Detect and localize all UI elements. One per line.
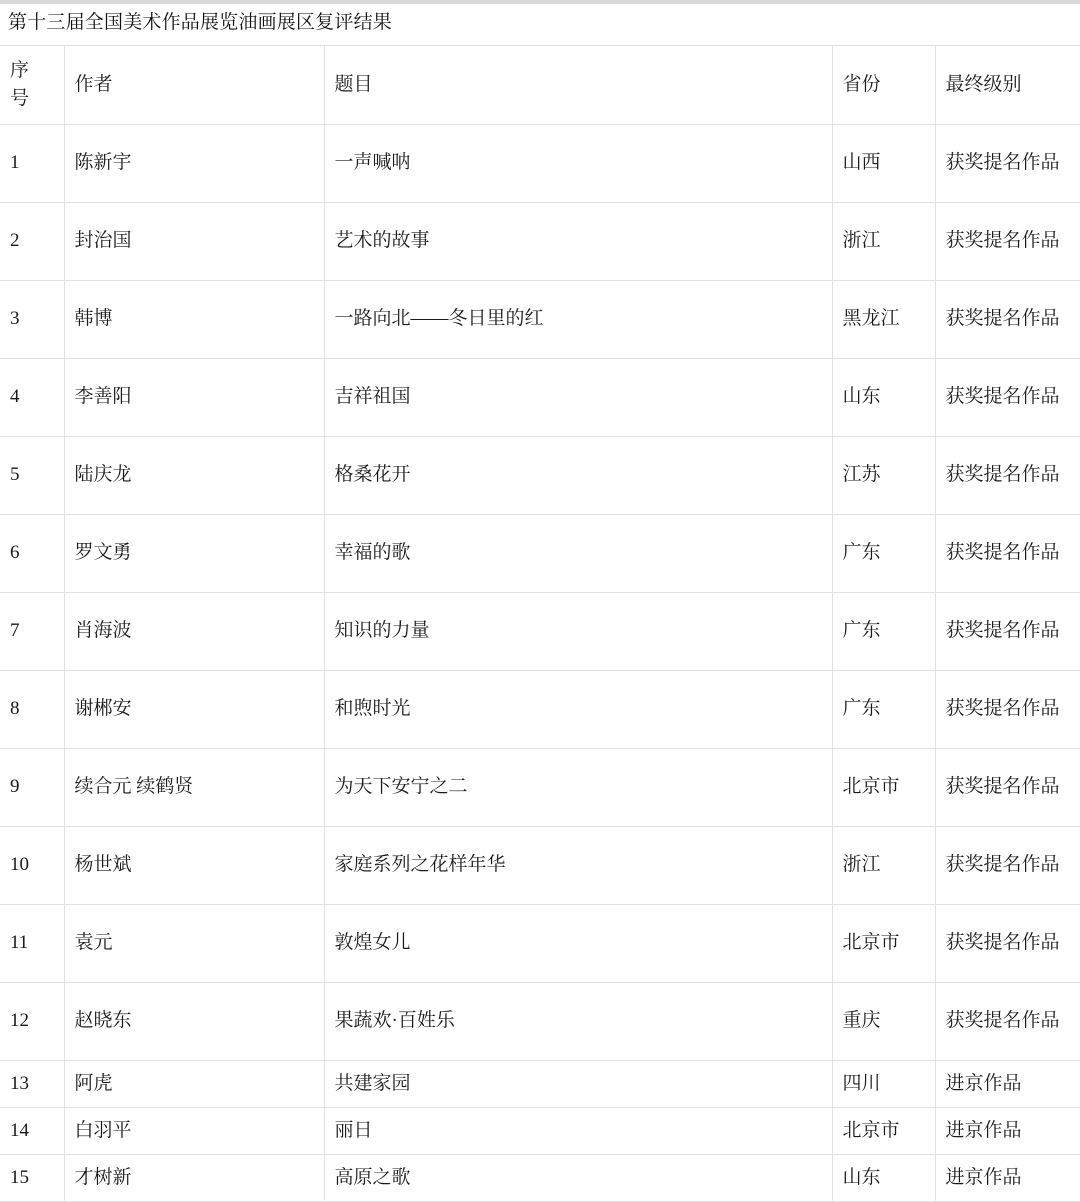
cell-province: 广东 [832, 670, 935, 748]
table-row [0, 124, 1080, 202]
cell-index: 9 [0, 748, 64, 826]
cell-index: 4 [0, 358, 64, 436]
cell-author: 罗文勇 [64, 514, 324, 592]
cell-index: 11 [0, 904, 64, 982]
cell-author: 才树新 [64, 1154, 324, 1201]
cell-title: 吉祥祖国 [324, 358, 832, 436]
column-header-author: 作者 [64, 45, 324, 124]
page-title: 第十三届全国美术作品展览油画展区复评结果 [8, 12, 393, 33]
table-body [0, 124, 1080, 1201]
cell-province: 浙江 [832, 826, 935, 904]
table-row [0, 202, 1080, 280]
column-header-index-line2: 号 [10, 87, 30, 109]
table-row [0, 670, 1080, 748]
cell-title: 共建家园 [324, 1060, 832, 1107]
cell-title: 为天下安宁之二 [324, 748, 832, 826]
cell-index: 7 [0, 592, 64, 670]
cell-province: 北京市 [832, 904, 935, 982]
cell-title: 敦煌女儿 [324, 904, 832, 982]
table-row [0, 280, 1080, 358]
cell-level: 获奖提名作品 [935, 124, 1080, 202]
cell-title: 格桑花开 [324, 436, 832, 514]
cell-index: 5 [0, 436, 64, 514]
cell-author: 续合元 续鹤贤 [64, 748, 324, 826]
cell-author: 封治国 [64, 202, 324, 280]
cell-province: 广东 [832, 592, 935, 670]
cell-level: 获奖提名作品 [935, 592, 1080, 670]
cell-province: 山西 [832, 124, 935, 202]
column-header-title: 题目 [324, 45, 832, 124]
table-header [0, 45, 1080, 124]
cell-index: 3 [0, 280, 64, 358]
cell-level: 获奖提名作品 [935, 514, 1080, 592]
cell-province: 山东 [832, 358, 935, 436]
cell-province: 广东 [832, 514, 935, 592]
table-row [0, 358, 1080, 436]
cell-title: 知识的力量 [324, 592, 832, 670]
cell-title: 丽日 [324, 1107, 832, 1154]
cell-level: 进京作品 [935, 1060, 1080, 1107]
cell-level: 获奖提名作品 [935, 748, 1080, 826]
cell-index: 8 [0, 670, 64, 748]
cell-province: 江苏 [832, 436, 935, 514]
cell-index: 6 [0, 514, 64, 592]
cell-author: 谢郴安 [64, 670, 324, 748]
cell-province: 四川 [832, 1060, 935, 1107]
cell-province: 北京市 [832, 1107, 935, 1154]
cell-title: 一路向北——冬日里的红 [324, 280, 832, 358]
cell-level: 获奖提名作品 [935, 670, 1080, 748]
cell-author: 李善阳 [64, 358, 324, 436]
column-header-index [0, 45, 64, 124]
cell-title: 高原之歌 [324, 1154, 832, 1201]
cell-province: 山东 [832, 1154, 935, 1201]
column-header-province: 省份 [832, 45, 935, 124]
cell-level: 进京作品 [935, 1154, 1080, 1201]
cell-level: 获奖提名作品 [935, 436, 1080, 514]
column-header-index-line1: 序 [10, 60, 30, 82]
cell-index: 14 [0, 1107, 64, 1154]
cell-level: 获奖提名作品 [935, 982, 1080, 1060]
cell-author: 陈新宇 [64, 124, 324, 202]
cell-index: 15 [0, 1154, 64, 1201]
cell-author: 袁元 [64, 904, 324, 982]
cell-author: 韩博 [64, 280, 324, 358]
cell-title: 和煦时光 [324, 670, 832, 748]
cell-level: 获奖提名作品 [935, 202, 1080, 280]
cell-title: 家庭系列之花样年华 [324, 826, 832, 904]
table-row [0, 982, 1080, 1060]
cell-title: 幸福的歌 [324, 514, 832, 592]
table-row [0, 1060, 1080, 1107]
table-row [0, 748, 1080, 826]
cell-level: 获奖提名作品 [935, 280, 1080, 358]
column-header-level: 最终级别 [935, 45, 1080, 124]
cell-author: 杨世斌 [64, 826, 324, 904]
table-row [0, 592, 1080, 670]
cell-author: 肖海波 [64, 592, 324, 670]
cell-author: 白羽平 [64, 1107, 324, 1154]
cell-level: 获奖提名作品 [935, 904, 1080, 982]
table-row [0, 436, 1080, 514]
table-header-row [0, 45, 1080, 124]
table-row [0, 514, 1080, 592]
cell-level: 获奖提名作品 [935, 826, 1080, 904]
cell-index: 2 [0, 202, 64, 280]
cell-title: 一声喊呐 [324, 124, 832, 202]
table-row [0, 1107, 1080, 1154]
cell-index: 12 [0, 982, 64, 1060]
table-row [0, 904, 1080, 982]
cell-province: 北京市 [832, 748, 935, 826]
cell-author: 阿虎 [64, 1060, 324, 1107]
results-table [0, 45, 1080, 1202]
cell-province: 浙江 [832, 202, 935, 280]
cell-index: 10 [0, 826, 64, 904]
cell-title: 果蔬欢·百姓乐 [324, 982, 832, 1060]
cell-level: 获奖提名作品 [935, 358, 1080, 436]
cell-level: 进京作品 [935, 1107, 1080, 1154]
cell-title: 艺术的故事 [324, 202, 832, 280]
cell-author: 陆庆龙 [64, 436, 324, 514]
cell-province: 黑龙江 [832, 280, 935, 358]
table-row [0, 1154, 1080, 1201]
cell-index: 13 [0, 1060, 64, 1107]
table-row [0, 826, 1080, 904]
cell-province: 重庆 [832, 982, 935, 1060]
cell-index: 1 [0, 124, 64, 202]
cell-author: 赵晓东 [64, 982, 324, 1060]
